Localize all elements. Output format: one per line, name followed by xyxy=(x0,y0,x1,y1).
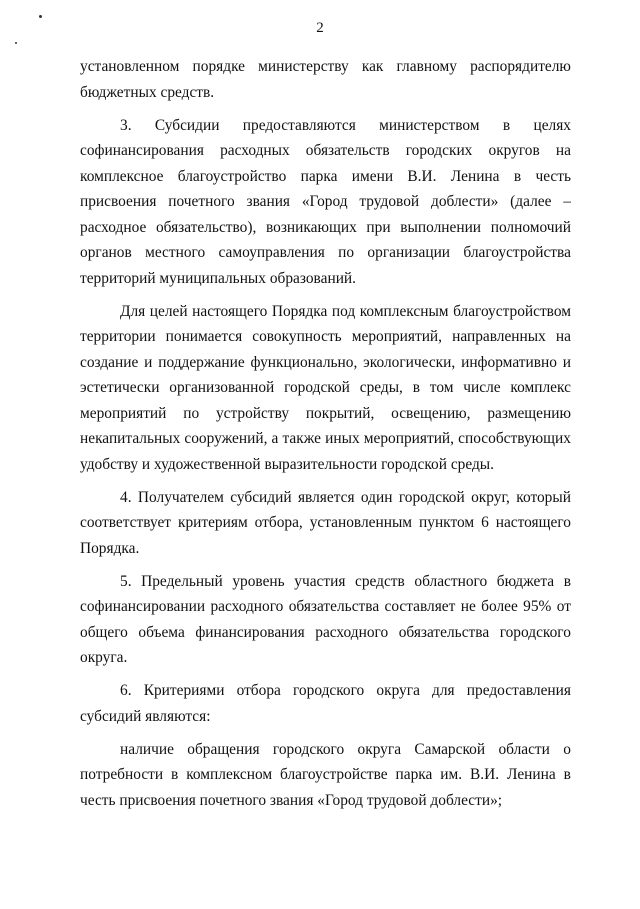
text-line: софинансировании расходного обязательства составляет не более 95% от xyxy=(80,598,571,615)
text-line: округа. xyxy=(80,649,128,666)
text-line: 5. Предельный уровень участия средств областного бюджета в xyxy=(120,572,571,590)
text-line: 6. Критериями отбора городского округа для предоставления xyxy=(120,682,571,699)
paragraph xyxy=(80,54,571,105)
text-line: территории понимается совокупность мероприятий, направленных на xyxy=(80,328,571,345)
text-line: мероприятий по устройству покрытий, освещению, размещению xyxy=(80,404,571,422)
text-line: территорий муниципальных образований. xyxy=(80,269,357,287)
text-line: софинансирования расходных обязательств городских округов на xyxy=(80,142,571,159)
paragraph xyxy=(80,485,571,562)
paragraph xyxy=(80,299,571,478)
paragraph xyxy=(80,113,571,292)
scan-speck xyxy=(15,42,17,44)
paragraph xyxy=(80,569,571,671)
text-line: некапитальных сооружений, а также иных мероприятий, способствующих xyxy=(80,430,571,447)
text-line: общего объема финансирования расходного обязательства городского xyxy=(80,623,571,641)
text-line: удобству и художественной выразительности городской среды. xyxy=(80,455,494,473)
text-line: бюджетных средств. xyxy=(80,83,215,101)
text-line: комплексное благоустройство парка имени В.И. Ленина в честь xyxy=(80,167,571,185)
text-line: создание и поддержание функционально, экологически, информативно и xyxy=(80,353,571,371)
text-line: честь присвоения почетного звания «Город трудовой доблести»; xyxy=(80,791,503,809)
text-line: установленном порядке министерству как главному распорядителю xyxy=(80,58,571,75)
text-line: эстетически организованной городской среды, в том числе комплекс xyxy=(80,379,571,396)
text-line: Порядка. xyxy=(80,539,140,557)
text-line: потребности в комплексном благоустройстве парка им. В.И. Ленина в xyxy=(80,766,571,783)
scan-speck xyxy=(39,15,42,18)
text-line: присвоения почетного звания «Город трудовой доблести» (далее – xyxy=(80,193,571,210)
page-number: 2 xyxy=(316,20,324,36)
document-body xyxy=(80,54,571,813)
text-line: 3. Субсидии предоставляются министерством в целях xyxy=(120,116,571,134)
text-line: наличие обращения городского округа Самарской области о xyxy=(120,740,571,758)
text-line: Для целей настоящего Порядка под комплексным благоустройством xyxy=(120,302,571,320)
text-line: 4. Получателем субсидий является один городской округ, который xyxy=(120,488,571,506)
paragraph xyxy=(80,737,571,814)
text-line: расходное обязательство), возникающих при выполнении полномочий xyxy=(80,218,571,236)
text-line: субсидий являются: xyxy=(80,707,211,725)
text-line: органов местного самоуправления по организации благоустройства xyxy=(80,244,571,261)
text-line: соответствует критериям отбора, установленным пунктом 6 настоящего xyxy=(80,514,571,531)
paragraph xyxy=(80,678,571,729)
